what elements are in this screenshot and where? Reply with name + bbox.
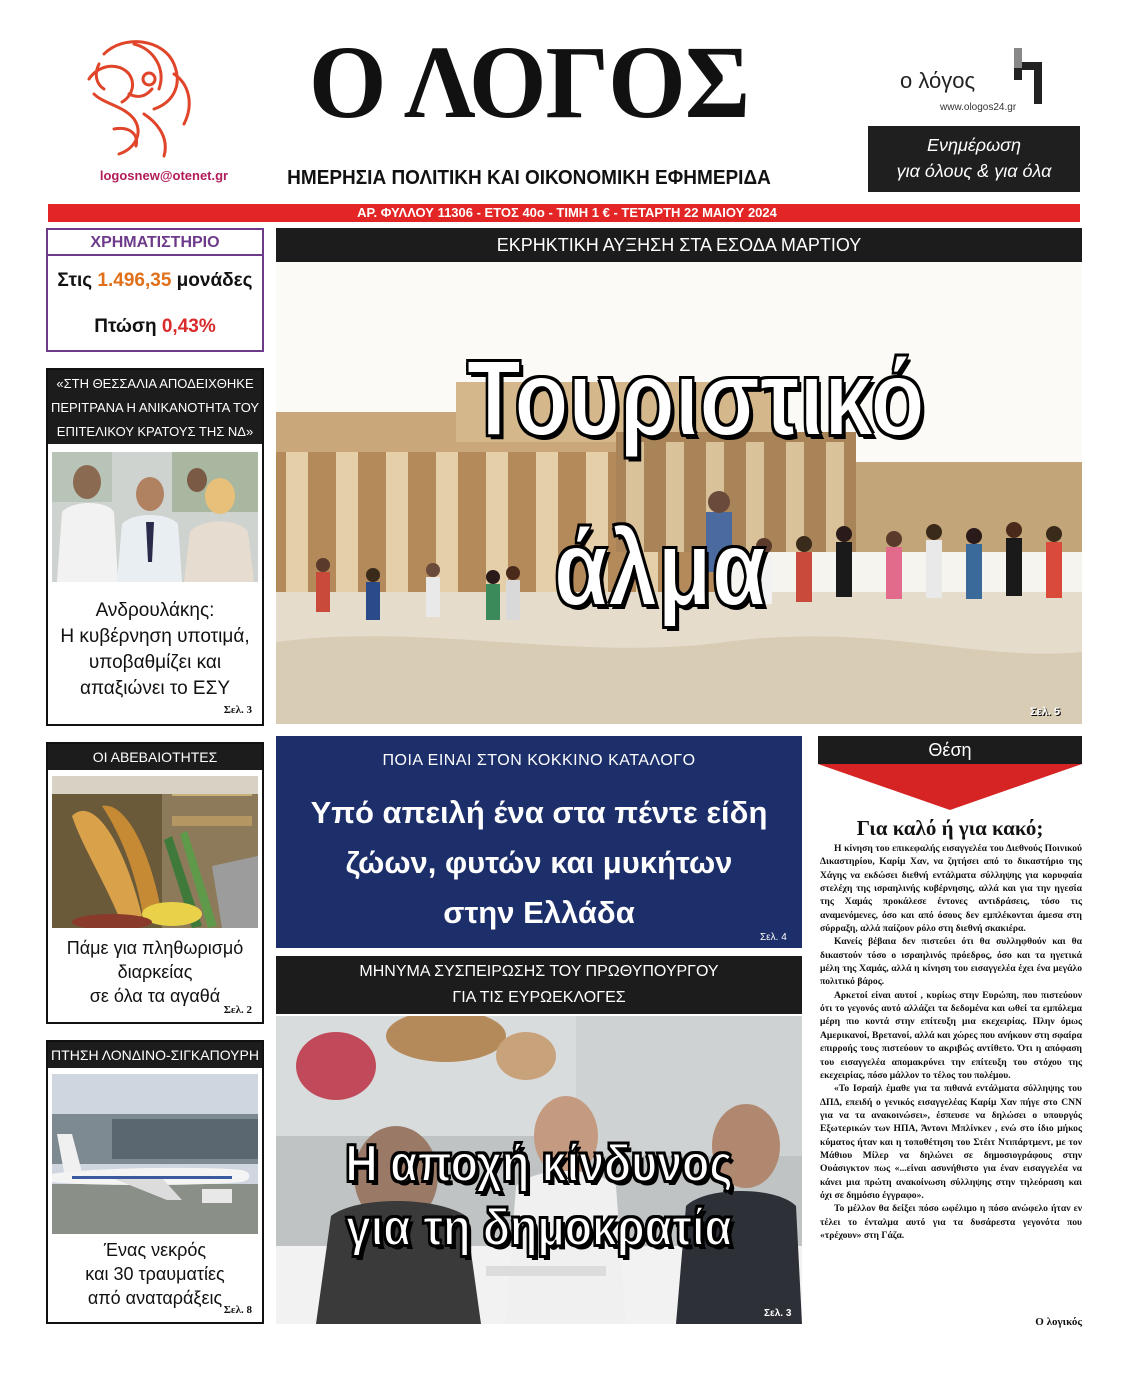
opinion-title[interactable]: Για καλό ή για κακό;	[856, 816, 1044, 840]
newspaper-subtitle: ΗΜΕΡΗΣΙΑ ΠΟΛΙΤΙΚΗ ΚΑΙ ΟΙΚΟΝΟΜΙΚΗ ΕΦΗΜΕΡΙΔΑ	[287, 167, 771, 190]
pm-story-headline-line: για τη δημοκρατία	[345, 1199, 733, 1257]
androulakis-headline-line: απαξιώνει το ΕΣΥ	[79, 678, 230, 699]
contact-email[interactable]: logosnew@otenet.gr	[99, 168, 229, 183]
red-list-story[interactable]	[276, 736, 802, 948]
stock-index-prefix: Στις	[57, 270, 98, 291]
page-reference: Σελ. 2	[223, 1004, 252, 1016]
androulakis-kicker-line: ΕΠΙΤΕΛΙΚΟΥ ΚΡΑΤΟΥΣ ΤΗΣ ΝΔ»	[56, 424, 254, 439]
androulakis-story[interactable]	[46, 368, 264, 726]
stock-market-box[interactable]	[46, 228, 264, 352]
opinion-paragraph: Αρκετοί είναι αυτοί , κυρίως στην Ευρώπη, που πιστεύουν ότι το γεγονός αυτό αλλάζει τα δεδομένα και ωθεί τα εμπόλεμα μέρη πιο κοντά στην επίτευξη μια εκεχειρίας. Πλην όμως Αμερικανοί, Βρετανοί, αλλά και χώρες που ανήκουν στη σφαίρα επιρροής τους πιστεύουν το ακριβώς αντίθετο. Ότι η απόφαση του εισαγγελέα απομακρύνει την επίτευξη του στόχου της εκεχειρίας, πόσο μάλλον το τέλος του πολέμου.	[820, 989, 1082, 1081]
acropolis-tourists-photo[interactable]	[276, 262, 1082, 724]
red-list-headline	[282, 788, 796, 938]
red-list-kicker: ΠΟΙΑ ΕΙΝΑΙ ΣΤΟΝ ΚΟΚΚΙΝΟ ΚΑΤΑΛΟΓΟ	[382, 752, 696, 769]
inflation-story[interactable]	[46, 742, 264, 1024]
main-story-headline-line2[interactable]: άλμα	[553, 507, 767, 628]
flight-headline	[52, 1238, 258, 1310]
main-story-headline-line1[interactable]: Τουριστικό	[466, 337, 925, 458]
airplane-photo	[52, 1074, 258, 1234]
androulakis-headline	[52, 598, 258, 702]
supermarket-bread-photo	[52, 776, 258, 928]
newspaper-title: Ο ΛΟΓΟΣ	[308, 25, 750, 140]
ologos24-name: ο λόγος	[900, 68, 976, 93]
androulakis-kicker-line: ΠΕΡΙΤΡΑΝΑ Η ΑΝΙΚΑΝΟΤΗΤΑ ΤΟΥ	[50, 400, 260, 415]
page-reference: Σελ. 5	[1030, 706, 1061, 718]
page-reference: Σελ. 8	[223, 1304, 252, 1316]
pm-story-headline-line: Η αποχή κίνδυνος	[345, 1135, 733, 1193]
red-list-headline-line: Υπό απειλή ένα στα πέντε είδη	[310, 795, 768, 830]
flight-kicker: ΠΤΗΣΗ ΛΟΝΔΙΝΟ-ΣΙΓΚΑΠΟΥΡΗ	[48, 1042, 262, 1068]
slogan-line1: Ενημέρωση	[927, 135, 1021, 155]
stock-change-prefix: Πτώση	[94, 316, 162, 337]
inflation-headline-line: σε όλα τα αγαθά	[89, 986, 221, 1006]
opinion-paragraph: Η κίνηση του επικεφαλής εισαγγελέα του Διεθνούς Ποινικού Δικαστηρίου, Καρίμ Χαν, να ζητήσει από το δικαστήριο της Χάγης να εκδώσει διεθνή εντάλματα σύλληψης για κορυφαία στελέχη της ισραηλινής κυβέρνησης, αλλά και για την ηγεσία της Χαμάς προκάλεσε έντονες αντιδράσεις, τόσο τις αναμενόμενες, όσο και από όσους δεν εμπλέκονται άμεσα στη σύρραξη, αλλά παίζουν ρόλο στη διεθνή σκακιέρα.	[820, 843, 1082, 935]
flight-headline-line: Ένας νεκρός	[103, 1240, 207, 1260]
inflation-headline-line: Πάμε για πληθωρισμό	[66, 938, 244, 958]
opinion-signature: Ο λογικός	[1035, 1316, 1082, 1328]
pm-story-headline[interactable]	[316, 1132, 761, 1260]
red-list-headline-line: ζώων, φυτών και μυκήτων	[345, 845, 733, 880]
pm-story-kicker-line: ΓΙΑ ΤΙΣ ΕΥΡΩΕΚΛΟΓΕΣ	[452, 989, 626, 1006]
opinion-paragraph: Κανείς βέβαια δεν πιστεύει ότι θα συλληφθούν και θα δικαστούν τόσο ο ισραηλινός πρόεδρος, όσο και τα ηγετικά μέλη της Χαμάς, αλλά η κίνηση του εισαγγελέα έχει ένα μεγάλο πολιτικό βάρος.	[820, 936, 1082, 988]
inflation-headline-line: διαρκείας	[117, 962, 193, 982]
issue-info: ΑΡ. ΦΥΛΛΟΥ 11306 - ΕΤΟΣ 40ο - ΤΙΜΗ 1 € - ΤΕΤΑΡΤΗ 22 ΜΑΙΟΥ 2024	[357, 205, 777, 220]
opinion-paragraph: Το μέλλον θα δείξει πόσο ωφέλιμο η πόσο ανώφελο ήταν εν τέλει το ένταλμα αυτό για τα δυσάρεστα γεγονότα που «τρέχουν» στη Γάζα.	[820, 1203, 1082, 1241]
stock-index-line	[48, 270, 262, 292]
stock-change-line	[48, 316, 262, 338]
ologos24-24-icon	[1012, 46, 1046, 106]
main-story-kicker[interactable]: ΕΚΡΗΚΤΙΚΗ ΑΥΞΗΣΗ ΣΤΑ ΕΣΟΔΑ ΜΑΡΤΙΟΥ	[276, 228, 1082, 262]
stock-index-suffix: μονάδες	[171, 270, 253, 291]
androulakis-kicker-line: «ΣΤΗ ΘΕΣΣΑΛΙΑ ΑΠΟΔΕΙΧΘΗΚΕ	[56, 376, 254, 391]
ologos24-url[interactable]: www.ologos24.gr	[940, 102, 1017, 113]
ologos24-logo[interactable]	[900, 46, 1060, 116]
flight-headline-line: και 30 τραυματίες	[85, 1264, 225, 1284]
androulakis-headline-line: Ανδρουλάκης:	[95, 600, 215, 621]
flight-headline-line: από αναταράξεις	[87, 1288, 223, 1308]
flight-story[interactable]	[46, 1040, 264, 1324]
inflation-kicker: ΟΙ ΑΒΕΒΑΙΟΤΗΤΕΣ	[48, 744, 262, 770]
stock-market-title: ΧΡΗΜΑΤΙΣΤΗΡΙΟ	[48, 230, 262, 256]
newspaper-logo-drawing	[74, 34, 214, 164]
opinion-section-header[interactable]: Θέση	[818, 736, 1082, 764]
androulakis-headline-line: υποβαθμίζει και	[88, 652, 222, 673]
pm-story-kicker[interactable]	[276, 956, 802, 1014]
opinion-red-triangle	[818, 764, 1082, 810]
androulakis-photo	[52, 452, 258, 582]
opinion-paragraph: «Το Ισραήλ έμαθε για τα πιθανά εντάλματα σύλληψης του ΔΠΔ, επειδή ο γενικός εισαγγελέας Καρίμ Χαν πήγε στο CNN για να τα ανακοινώσει», έσπευσε να δηλώσει ο υπουργός Εξωτερικών των ΗΠΑ, Άντονι Μπλίνκεν , ενώ στο ίδιο μήκος κύματος ήταν και η τοποθέτηση του Στέιτ Ντιπάρτμεντ, με τον Μάθιου Μίλερ να δηλώνει σε δημοσιογράφους στην Ουάσιγκτον πως «...είναι ασυνήθιστο για έναν εισαγγελέα να κάνει μια πρώτη ανακοίνωση σύλληψης στην τηλεόραση και όχι σε δημόσιο έγγραφο».	[820, 1083, 1082, 1201]
page-reference: Σελ. 4	[760, 932, 787, 943]
pm-story-kicker-line: ΜΗΝΥΜΑ ΣΥΣΠΕΙΡΩΣΗΣ ΤΟΥ ΠΡΩΘΥΠΟΥΡΓΟΥ	[359, 963, 719, 980]
slogan-box	[868, 126, 1080, 192]
red-list-headline-line: στην Ελλάδα	[443, 895, 635, 930]
page-reference: Σελ. 3	[764, 1308, 792, 1319]
stock-change-value: 0,43%	[161, 316, 216, 337]
slogan-line2: για όλους & για όλα	[896, 161, 1052, 181]
opinion-body	[820, 842, 1082, 1242]
page-reference: Σελ. 3	[223, 704, 252, 716]
androulakis-kicker	[48, 370, 262, 444]
androulakis-headline-line: Η κυβέρνηση υποτιμά,	[60, 626, 250, 647]
stock-index-value: 1.496,35	[97, 270, 172, 291]
inflation-headline	[52, 936, 258, 1008]
